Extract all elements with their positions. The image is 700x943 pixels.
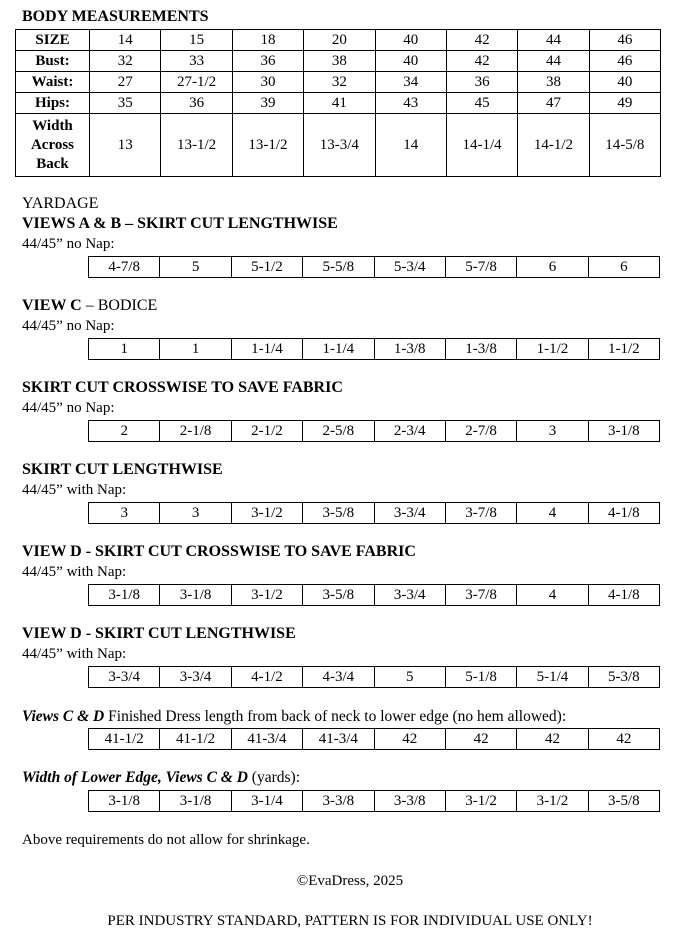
yardage-title: YARDAGE: [22, 195, 99, 212]
body-measurements-title: BODY MEASUREMENTS: [22, 8, 209, 25]
measurement-cell: 49: [589, 93, 660, 114]
section-heading-skirt-crosswise: SKIRT CUT CROSSWISE TO SAVE FABRIC: [22, 379, 343, 396]
yardage-row-lower-edge: [88, 790, 660, 812]
measurement-cell: 45: [446, 93, 517, 114]
yardage-cell: 3-3/8: [374, 791, 445, 812]
measurement-cell: 27: [90, 72, 161, 93]
yardage-cell: 4-1/2: [231, 667, 302, 688]
yardage-cell: 2-7/8: [445, 421, 516, 442]
yardage-row-views-a-b: [88, 256, 660, 278]
measurement-cell: 46: [589, 30, 660, 51]
measurement-cell: 40: [375, 30, 446, 51]
yardage-cell: 3-1/2: [445, 791, 516, 812]
measurement-cell: 14-1/4: [446, 114, 517, 177]
measurement-label: Waist:: [16, 72, 90, 93]
yardage-cell: 4: [517, 503, 588, 524]
yardage-cell: 4-7/8: [89, 257, 160, 278]
body-measurements-table: [15, 29, 661, 177]
measurement-row: [16, 93, 661, 114]
measurement-cell: 20: [304, 30, 375, 51]
yardage-cell: 1-1/2: [517, 339, 588, 360]
yardage-row-skirt-crosswise: [88, 420, 660, 442]
yardage-cell: 3-7/8: [445, 585, 516, 606]
yardage-cell: 5-7/8: [445, 257, 516, 278]
yardage-cell: 42: [445, 729, 516, 750]
measurement-cell: 35: [90, 93, 161, 114]
measurement-cell: 42: [446, 51, 517, 72]
yardage-cell: 41-1/2: [89, 729, 160, 750]
measurement-cell: 36: [446, 72, 517, 93]
yardage-cell: 1: [89, 339, 160, 360]
measurement-cell: 42: [446, 30, 517, 51]
measurement-cell: 46: [589, 51, 660, 72]
measurement-label: Bust:: [16, 51, 90, 72]
yardage-cell: 4-1/8: [588, 585, 659, 606]
yardage-cell: 3-1/8: [89, 585, 160, 606]
measurement-cell: 43: [375, 93, 446, 114]
measurement-cell: 33: [161, 51, 232, 72]
measurement-row: [16, 114, 661, 177]
measurement-cell: 14-1/2: [518, 114, 589, 177]
industry-note: PER INDUSTRY STANDARD, PATTERN IS FOR INDIVIDUAL USE ONLY!: [107, 913, 593, 929]
yardage-cell: 3: [89, 503, 160, 524]
section-heading-view-c-bodice: VIEW C – BODICE: [22, 297, 158, 314]
measurement-cell: 38: [518, 72, 589, 93]
finished-length-heading: Views C & D Finished Dress length from back of neck to lower edge (no hem allowed):: [22, 708, 567, 725]
yardage-cell: 41-1/2: [160, 729, 231, 750]
shrinkage-note: Above requirements do not allow for shrinkage.: [22, 832, 310, 848]
yardage-row-view-c-bodice: [88, 338, 660, 360]
measurement-cell: 40: [375, 51, 446, 72]
yardage-cell: 6: [517, 257, 588, 278]
measurement-cell: 40: [589, 72, 660, 93]
yardage-cell: 3-5/8: [588, 791, 659, 812]
yardage-cell: 6: [588, 257, 659, 278]
measurement-cell: 32: [90, 51, 161, 72]
yardage-cell: 2: [89, 421, 160, 442]
section-note: 44/45” with Nap:: [22, 482, 127, 498]
yardage-cell: 1-3/8: [445, 339, 516, 360]
measurement-cell: 34: [375, 72, 446, 93]
yardage-row-view-d-lengthwise: [88, 666, 660, 688]
measurement-cell: 36: [161, 93, 232, 114]
measurement-cell: 44: [518, 51, 589, 72]
yardage-cell: 1-1/4: [231, 339, 302, 360]
yardage-cell: 5-1/4: [517, 667, 588, 688]
yardage-cell: 3-5/8: [303, 585, 374, 606]
measurement-label: Hips:: [16, 93, 90, 114]
measurement-cell: 30: [232, 72, 303, 93]
measurement-cell: 47: [518, 93, 589, 114]
yardage-cell: 41-3/4: [303, 729, 374, 750]
measurement-cell: 36: [232, 51, 303, 72]
yardage-cell: 3-5/8: [303, 503, 374, 524]
measurement-row: [16, 72, 661, 93]
yardage-cell: 3-3/4: [374, 503, 445, 524]
measurement-cell: 41: [304, 93, 375, 114]
yardage-cell: 3-1/8: [160, 585, 231, 606]
yardage-cell: 5: [160, 257, 231, 278]
yardage-row-view-d-crosswise: [88, 584, 660, 606]
section-note: 44/45” no Nap:: [22, 236, 115, 252]
yardage-cell: 3-7/8: [445, 503, 516, 524]
yardage-cell: 3: [517, 421, 588, 442]
measurement-cell: 38: [304, 51, 375, 72]
yardage-cell: 2-1/8: [160, 421, 231, 442]
measurement-cell: 18: [232, 30, 303, 51]
yardage-cell: 5-5/8: [303, 257, 374, 278]
yardage-cell: 3-3/4: [89, 667, 160, 688]
yardage-cell: 3-1/2: [231, 585, 302, 606]
yardage-cell: 4: [517, 585, 588, 606]
measurement-label: Width Across Back: [16, 114, 90, 177]
yardage-cell: 5-1/8: [445, 667, 516, 688]
measurement-cell: 13: [90, 114, 161, 177]
yardage-row-skirt-lengthwise: [88, 502, 660, 524]
yardage-cell: 4-3/4: [303, 667, 374, 688]
yardage-cell: 3: [160, 503, 231, 524]
measurement-cell: 32: [304, 72, 375, 93]
yardage-cell: 41-3/4: [231, 729, 302, 750]
section-note: 44/45” with Nap:: [22, 646, 127, 662]
measurement-cell: 44: [518, 30, 589, 51]
section-heading-skirt-lengthwise: SKIRT CUT LENGTHWISE: [22, 461, 223, 478]
measurement-cell: 14-5/8: [589, 114, 660, 177]
measurement-cell: 39: [232, 93, 303, 114]
measurement-cell: 13-1/2: [232, 114, 303, 177]
yardage-cell: 1-1/4: [303, 339, 374, 360]
yardage-cell: 3-3/4: [160, 667, 231, 688]
yardage-cell: 5-3/8: [588, 667, 659, 688]
measurement-cell: 13-1/2: [161, 114, 232, 177]
yardage-cell: 5: [374, 667, 445, 688]
yardage-cell: 2-3/4: [374, 421, 445, 442]
section-heading-views-a-b: VIEWS A & B – SKIRT CUT LENGTHWISE: [22, 215, 338, 232]
section-note: 44/45” no Nap:: [22, 400, 115, 416]
yardage-cell: 3-1/2: [231, 503, 302, 524]
measurement-cell: 27-1/2: [161, 72, 232, 93]
yardage-cell: 42: [588, 729, 659, 750]
section-heading-view-d-crosswise: VIEW D - SKIRT CUT CROSSWISE TO SAVE FABRIC: [22, 543, 416, 560]
section-note: 44/45” with Nap:: [22, 564, 127, 580]
measurement-cell: 13-3/4: [304, 114, 375, 177]
yardage-row-finished-length: [88, 728, 660, 750]
yardage-cell: 1-1/2: [588, 339, 659, 360]
yardage-cell: 42: [517, 729, 588, 750]
yardage-cell: 2-1/2: [231, 421, 302, 442]
copyright: ©EvaDress, 2025: [296, 873, 404, 889]
yardage-cell: 5-1/2: [231, 257, 302, 278]
yardage-cell: 3-1/8: [89, 791, 160, 812]
measurement-cell: 14: [375, 114, 446, 177]
measurement-cell: 14: [90, 30, 161, 51]
yardage-cell: 42: [374, 729, 445, 750]
lower-edge-heading: Width of Lower Edge, Views C & D (yards):: [22, 769, 300, 786]
section-heading-view-d-lengthwise: VIEW D - SKIRT CUT LENGTHWISE: [22, 625, 296, 642]
yardage-cell: 1: [160, 339, 231, 360]
yardage-cell: 2-5/8: [303, 421, 374, 442]
yardage-cell: 3-3/4: [374, 585, 445, 606]
measurement-label: SIZE: [16, 30, 90, 51]
yardage-cell: 3-1/8: [588, 421, 659, 442]
section-note: 44/45” no Nap:: [22, 318, 115, 334]
yardage-cell: 3-1/8: [160, 791, 231, 812]
yardage-cell: 3-3/8: [303, 791, 374, 812]
measurement-row: [16, 51, 661, 72]
yardage-cell: 3-1/4: [231, 791, 302, 812]
yardage-cell: 5-3/4: [374, 257, 445, 278]
yardage-cell: 3-1/2: [517, 791, 588, 812]
measurement-cell: 15: [161, 30, 232, 51]
yardage-cell: 1-3/8: [374, 339, 445, 360]
measurement-row: [16, 30, 661, 51]
yardage-cell: 4-1/8: [588, 503, 659, 524]
